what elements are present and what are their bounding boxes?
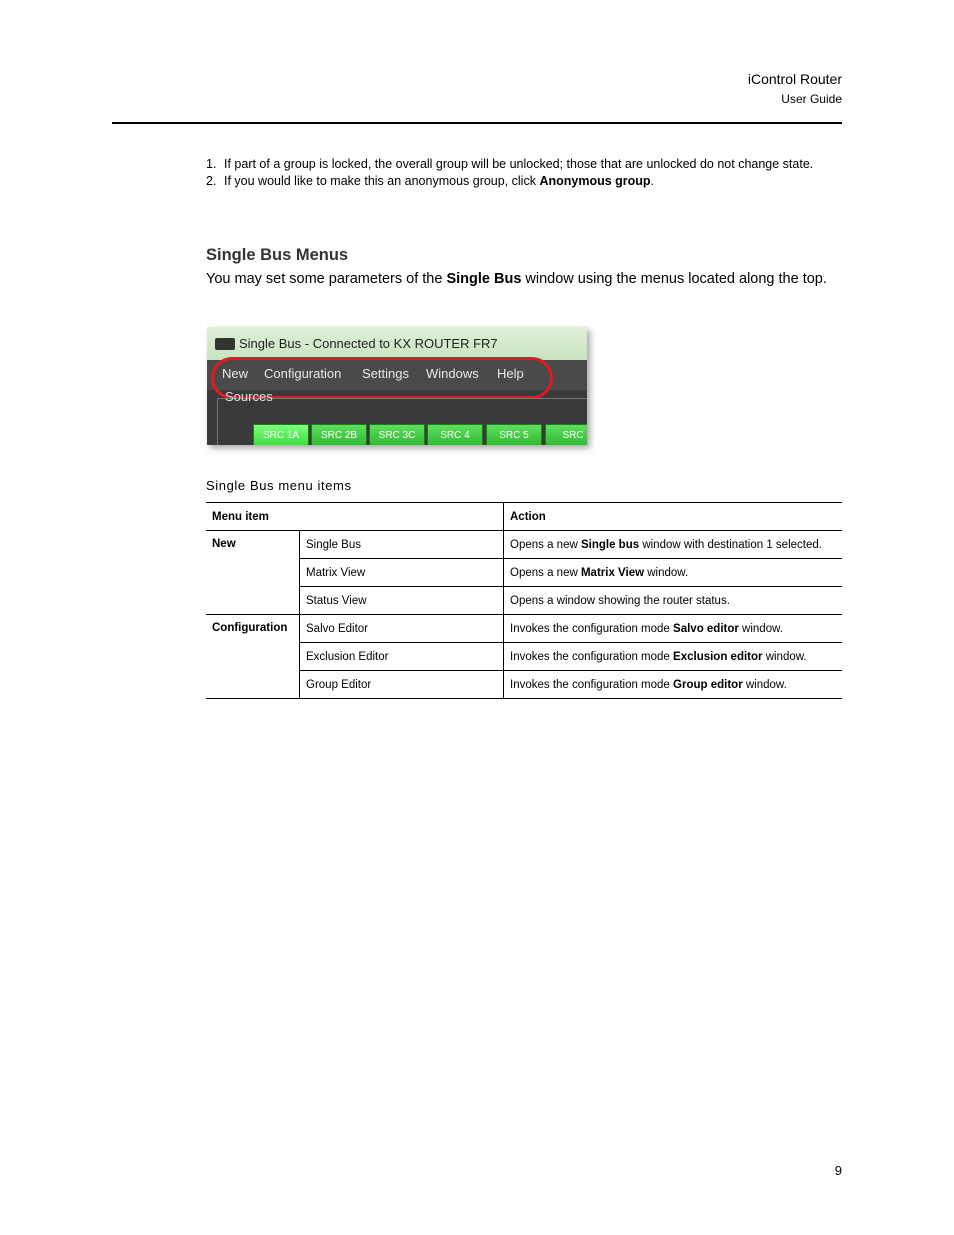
header-divider — [112, 122, 842, 124]
step-text: If part of a group is locked, the overall group will be unlocked; those that are unlocked do not change state. — [224, 157, 814, 171]
table-header-row — [206, 503, 842, 531]
action-cell — [504, 671, 843, 699]
action-bold: Salvo editor — [673, 622, 739, 635]
screenshot-titlebar — [207, 327, 587, 360]
action-pre: Invokes the configuration mode — [510, 650, 674, 663]
source-button[interactable]: SRC 3C — [369, 424, 425, 445]
group-configuration: Configuration — [206, 615, 300, 699]
source-button[interactable]: SRC 2B — [311, 424, 367, 445]
numbered-steps — [206, 156, 842, 190]
action-bold: Group editor — [673, 678, 743, 691]
header-action: Action — [504, 503, 843, 531]
action-cell — [504, 587, 843, 615]
action-bold: Single bus — [580, 538, 640, 551]
header-subtitle: User Guide — [781, 92, 842, 106]
step-text-bold: Anonymous group — [539, 174, 651, 188]
source-button[interactable]: SRC — [545, 424, 587, 445]
action-cell — [504, 643, 843, 671]
action-pre: Opens a window showing the router status. — [510, 594, 730, 607]
app-icon — [215, 338, 235, 350]
step-number: 2. — [206, 174, 217, 188]
single-bus-screenshot — [207, 327, 587, 445]
action-pre: Opens a new — [510, 538, 581, 551]
header-menu-item: Menu item — [206, 503, 504, 531]
table-row — [206, 643, 842, 671]
sources-label: Sources — [225, 389, 273, 404]
menu-subitem: Matrix View — [300, 559, 504, 587]
menu-new[interactable]: New — [222, 366, 249, 381]
menu-subitem: Exclusion Editor — [300, 643, 504, 671]
action-pre: Opens a new — [510, 566, 581, 579]
action-post: window. — [742, 678, 787, 691]
action-post: window. — [762, 650, 807, 663]
step-text-pre: If you would like to make this an anonymous group, click — [224, 174, 540, 188]
screenshot-window-title: Single Bus - Connected to KX ROUTER FR7 — [239, 336, 498, 351]
action-cell — [504, 531, 843, 559]
action-bold: Matrix View — [580, 566, 645, 579]
table-caption: Single Bus menu items — [206, 478, 352, 493]
group-new: New — [206, 531, 300, 615]
source-button[interactable]: SRC 4 — [427, 424, 483, 445]
step-text — [224, 173, 842, 190]
menu-settings[interactable]: Settings — [362, 366, 409, 381]
menu-help[interactable]: Help — [497, 366, 524, 381]
intro-pre: You may set some parameters of the — [206, 271, 447, 287]
table-row — [206, 531, 842, 559]
header-title: iControl Router — [747, 71, 842, 87]
section-heading: Single Bus Menus — [206, 246, 349, 264]
menu-configuration[interactable]: Configuration — [264, 366, 342, 381]
action-cell — [504, 615, 843, 643]
action-post: window with destination 1 selected. — [639, 538, 822, 551]
intro-post: window using the menus located along the top. — [521, 271, 827, 287]
action-cell — [504, 559, 843, 587]
menu-subitem: Salvo Editor — [300, 615, 504, 643]
intro-bold: Single Bus — [446, 271, 522, 287]
menu-subitem: Group Editor — [300, 671, 504, 699]
menu-items-table — [206, 502, 842, 699]
source-button[interactable]: SRC 5 — [486, 424, 542, 445]
step-item — [206, 156, 842, 173]
step-text-post: . — [650, 174, 655, 188]
step-number: 1. — [206, 157, 217, 171]
table-row — [206, 671, 842, 699]
step-item — [206, 173, 842, 190]
page-number: 9 — [834, 1163, 842, 1178]
action-pre: Invokes the configuration mode — [510, 622, 674, 635]
menu-subitem: Single Bus — [300, 531, 504, 559]
intro-paragraph — [206, 269, 842, 290]
action-pre: Invokes the configuration mode — [510, 678, 674, 691]
action-bold: Exclusion editor — [673, 650, 763, 663]
source-button[interactable]: SRC 1A — [253, 424, 309, 445]
table-row — [206, 559, 842, 587]
menu-subitem: Status View — [300, 587, 504, 615]
menu-windows[interactable]: Windows — [426, 366, 479, 381]
table-row — [206, 587, 842, 615]
action-post: window. — [738, 622, 783, 635]
table-row — [206, 615, 842, 643]
action-post: window. — [644, 566, 689, 579]
